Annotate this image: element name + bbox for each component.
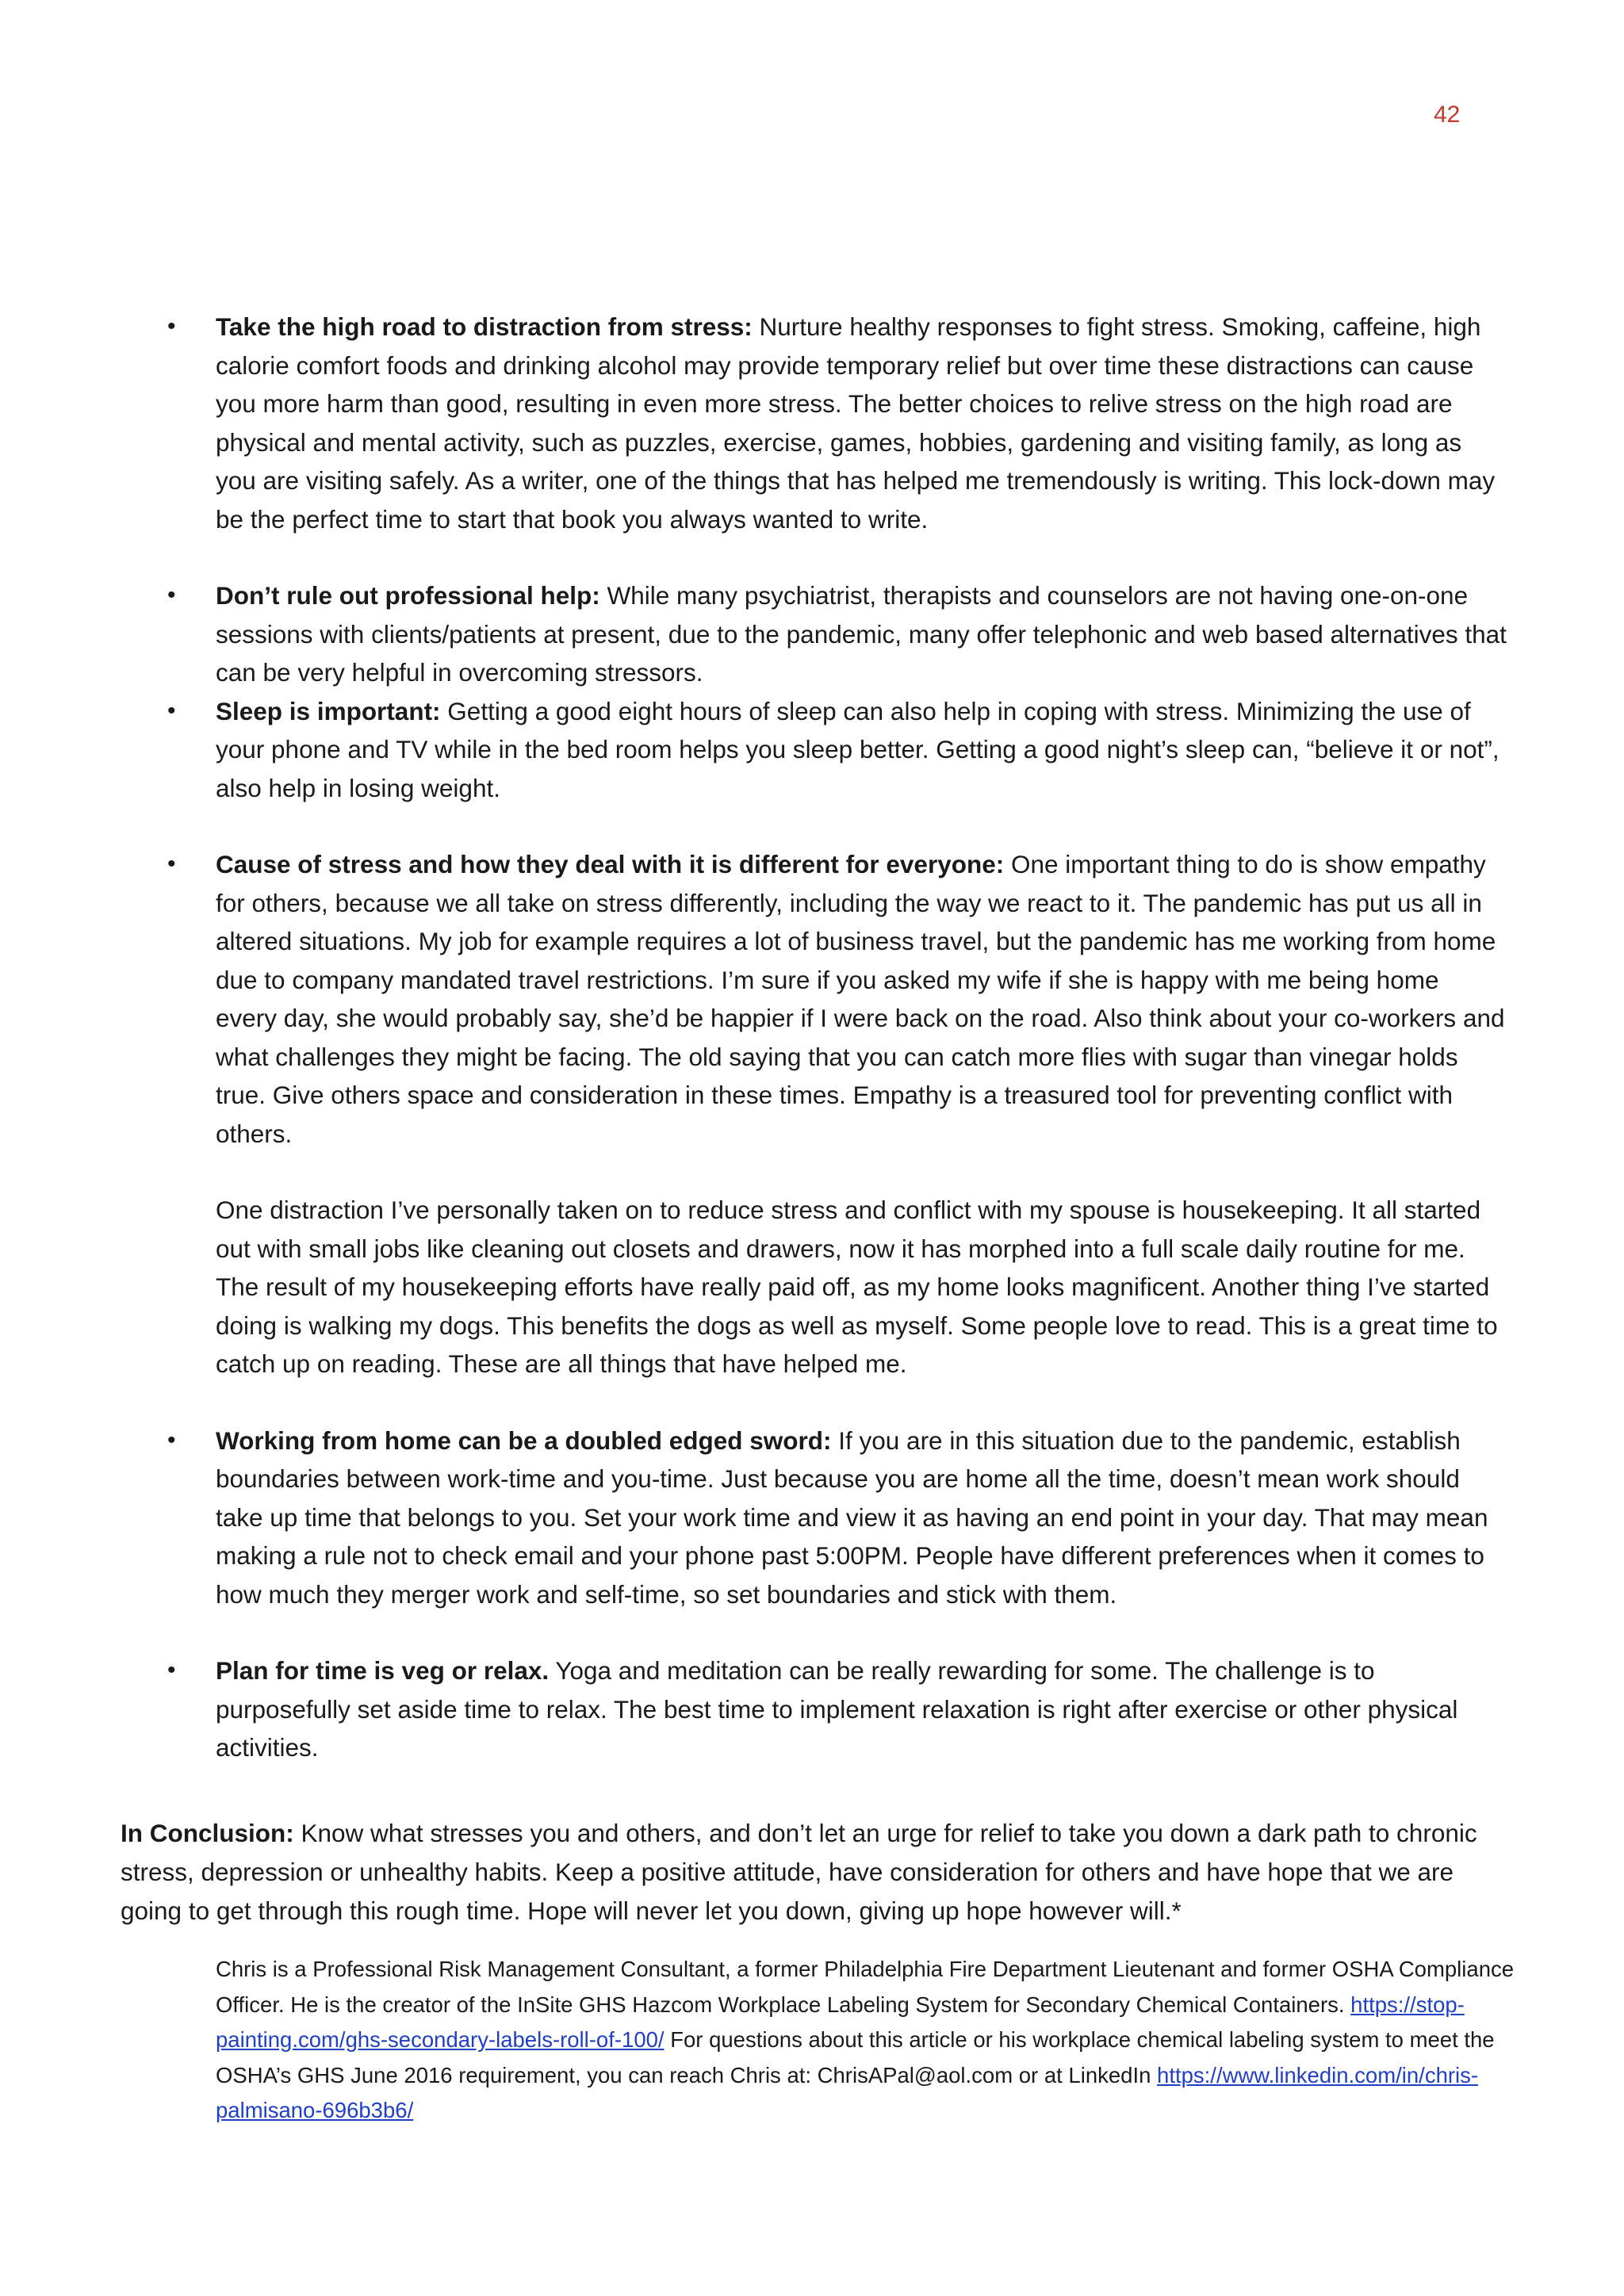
bullet-text: Getting a good eight hours of sleep can also help in coping with stress. Minimizing the use of your phone and TV while in the bed room helps you sleep better. Getting a good night’s sleep can, “believe it or not”, also help in losing weight. <box>216 696 1500 802</box>
bullet-glyph: • <box>167 697 176 724</box>
page-number: 42 <box>1434 101 1461 128</box>
bullet-glyph: • <box>167 1657 176 1683</box>
conclusion-paragraph <box>121 1814 1516 1931</box>
bullet-term: Cause of stress and how they deal with it is different for everyone: <box>216 850 1005 878</box>
bullet-term: Working from home can be a doubled edged sword: <box>216 1425 832 1455</box>
bullet-term: Don’t rule out professional help: <box>216 581 600 610</box>
bullet-item-sleep <box>0 692 1624 808</box>
bullet-glyph: • <box>167 1426 176 1453</box>
bullet-item-plan-relax <box>0 1651 1624 1767</box>
bullet-text: Nurture healthy responses to fight stress. Smoking, caffeine, high calorie comfort foods and drinking alcohol may provide temporary relief but over time these distractions can cause you more harm than good, resulting in even more stress. The better choices to relive stress on the high road are physical and mental activity, such as puzzles, exercise, games, hobbies, gardening and visiting family, as long as you are visiting safely. As a writer, one of the things that has helped me tremendously is writing. This lock-down may be the perfect time to start that book you always wanted to write. <box>216 312 1496 534</box>
housekeeping-paragraph: One distraction I’ve personally taken on to reduce stress and conflict with my spouse is housekeeping. It all started out with small jobs like cleaning out closets and drawers, now it has morphed into a full scale daily routine for me. The result of my housekeeping efforts have really paid off, as my home looks magnificent. Another thing I’ve started doing is walking my dogs. This benefits the dogs as well as myself. Some people love to read. This is a great time to catch up on reading. These are all things that have helped me. <box>216 1196 1498 1378</box>
bullet-list <box>0 308 1624 1767</box>
bullet-glyph: • <box>167 582 176 608</box>
bullet-text: Yoga and meditation can be really rewarding for some. The challenge is to purposefully set aside time to relax. The best time to implement relaxation is right after exercise or other physical activities. <box>216 1656 1458 1762</box>
bullet-glyph: • <box>167 851 176 877</box>
product-link[interactable]: https://stop-painting.com/ghs-secondary-labels-roll-of-100/ <box>216 1992 1465 2052</box>
author-bio <box>216 1952 1524 2129</box>
bullet-item-cause-of-stress <box>0 845 1624 1153</box>
bullet-term: Sleep is important: <box>216 696 441 725</box>
conclusion-text: Know what stresses you and others, and don’t let an urge for relief to take you down a dark path to chronic stress, depression or unhealthy habits. Keep a positive attitude, have consideration for others and have hope that we are going to get through this rough time. Hope will never let you down, giving up hope however will.* <box>121 1819 1477 1925</box>
bio-text: Chris is a Professional Risk Management Consultant, a former Philadelphia Fire Department Lieutenant and former OSHA Compliance Officer. He is the creator of the InSite GHS Hazcom Workplace Labeling System for Secondary Chemical Containers. <box>216 1957 1515 2017</box>
linkedin-link[interactable]: https://www.linkedin.com/in/chris-palmisano-696b3b6/ <box>216 2062 1479 2122</box>
bullet-term: Plan for time is veg or relax. <box>216 1656 550 1685</box>
bullet-item-high-road <box>0 308 1624 538</box>
conclusion-term: In Conclusion: <box>121 1819 294 1847</box>
bullet-term: Take the high road to distraction from stress: <box>216 312 753 341</box>
bio-text: For questions about this article or his workplace chemical labeling system to meet the OSHA’s GHS June 2016 requirement, you can reach Chris at: ChrisAPal@aol.com or at LinkedIn <box>216 2027 1495 2087</box>
bullet-item-professional-help <box>0 576 1624 692</box>
bullet-text: One important thing to do is show empathy for others, because we all take on stress differently, including the way we react to it. The pandemic has put us all in altered situations. My job for example requires a lot of business travel, but the pandemic has me working from home due to company mandated travel restrictions. I’m sure if you asked my wife if she is happy with me being home every day, she would probably say, she’d be happier if I were back on the road. Also think about your co-workers and what challenges they might be facing. The old saying that you can catch more flies with sugar than vinegar holds true. Give others space and consideration in these times. Empathy is a treasured tool for preventing conflict with others. <box>216 850 1505 1148</box>
bullet-text: If you are in this situation due to the pandemic, establish boundaries between work-time and you-time. Just because you are home all the time, doesn’t mean work should take up time that belongs to you. Set your work time and view it as having an end point in your day. That may mean making a rule not to check email and your phone past 5:00PM. People have different preferences when it comes to how much they merger work and self-time, so set boundaries and stick with them. <box>216 1425 1488 1609</box>
bullet-glyph: • <box>167 313 176 339</box>
bullet-text: While many psychiatrist, therapists and counselors are not having one-on-one sessions with clients/patients at present, due to the pandemic, many offer telephonic and web based alternatives that can be very helpful in overcoming stressors. <box>216 581 1507 687</box>
bullet-item-working-from-home <box>0 1422 1624 1614</box>
